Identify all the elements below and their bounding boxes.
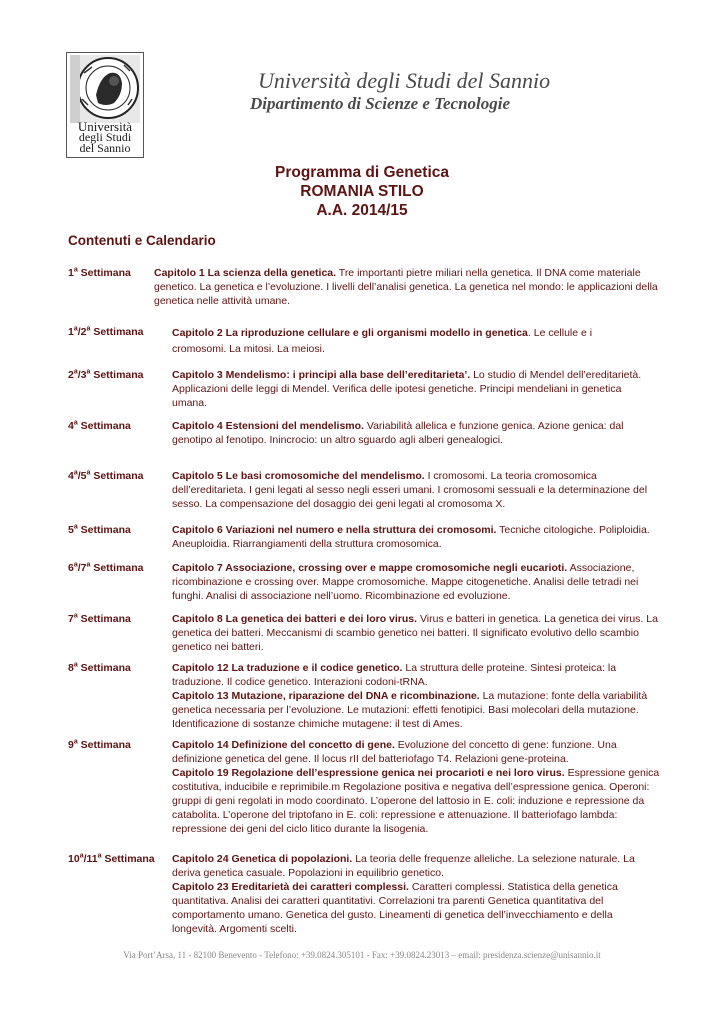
chapter-title: Capitolo 13 Mutazione, riparazione del DNA e ricombinazione. (172, 690, 480, 702)
footer-address: Via Port’Arsa, 11 - 82100 Benevento - Telefono: +39.0824.305101 - Fax: +39.0824.23013 – email: presidenza.scienze@unisannio.it (123, 950, 601, 960)
chapter-text: La teoria delle frequenze alleliche. La selezione naturale. La deriva genetica casuale. Popolazioni in equilibrio genetico. (172, 853, 635, 879)
chapter-title: Capitolo 23 Ereditarietà dei caratteri complessi. (172, 881, 409, 893)
chapter-entry (172, 738, 660, 836)
week-label: 4$^a$ Settimana (68, 419, 131, 432)
week-label: 1$^a$ Settimana (68, 266, 131, 279)
department-title: Dipartimento di Scienze e Tecnologie (250, 94, 511, 113)
week-label: 5$^a$ Settimana (68, 523, 131, 536)
chapter-entry (172, 523, 660, 551)
program-title (0, 163, 724, 220)
program-title-line3: A.A. 2014/15 (316, 202, 408, 219)
university-logo (66, 52, 144, 158)
chapter-entry (172, 469, 660, 511)
logo-text-line3: del Sannio (79, 141, 131, 155)
chapter-title: Capitolo 12 La traduzione e il codice genetico. (172, 662, 403, 674)
chapter-text: Tre importanti pietre miliari nella genetica. Il DNA come materiale genetico. La genetica e l’evoluzione. I livelli dell’analisi genetica. La genetica nel mondo: le applicazioni della genetica nelle attività umane. (154, 267, 658, 307)
chapter-title: Capitolo 8 La genetica dei batteri e dei loro virus. (172, 613, 418, 625)
chapter-text: La struttura delle proteine. Sintesi proteica: la traduzione. Il codice genetico. Interazioni codoni-tRNA. (172, 662, 617, 688)
chapter-title: Capitolo 19 Regolazione dell’espressione genica nei procarioti e nei loro virus. (172, 767, 565, 779)
chapter-title: Capitolo 4 Estensioni del mendelismo. (172, 420, 364, 432)
week-label: 4$^a$/5$^a$ Settimana (68, 469, 144, 482)
chapter-entry (172, 852, 660, 936)
program-title-line1: Programma di Genetica (274, 164, 449, 181)
chapter-text: Variabilità allelica e funzione genica. Azione genica: dal genotipo al fenotipo. Inincrocio: un altro sguardo agli alberi genealogici. (172, 420, 624, 446)
week-label: 1$^a$/2$^a$ Settimana (68, 325, 144, 338)
logo-text-line1: Università (77, 119, 133, 134)
chapter-title: Capitolo 24 Genetica di popolazioni. (172, 853, 353, 865)
university-seal-icon (70, 55, 140, 123)
chapter-entry (172, 561, 660, 603)
university-title: Università degli Studi del Sannio (258, 68, 551, 93)
chapter-entry (172, 419, 660, 447)
chapter-entry (154, 266, 658, 308)
chapter-title: Capitolo 1 La scienza della genetica. (154, 267, 337, 279)
chapter-text: La mutazione: fonte della variabilità genetica necessaria per l’evoluzione. Le mutazioni: effetti fenotipici. Basi molecolari della mutazione. Identificazione di sostanze chimiche mutagene: il test di Ames. (172, 690, 648, 730)
chapter-text: Espressione genica costitutiva, inducibile e reprimibile.m Regolazione positiva e negativa dell’espressione genica. Operoni: gruppi di geni regolati in modo coordinato. L’operone del lattosio in E. coli: induzione e repressione da catabolita. L’operone del triptofano in E. coli: repressione e attenuazione. Il batteriofago lambda: repressione dei geni del ciclo litico durante la lisogenia. (172, 767, 660, 835)
week-label: 6$^a$/7$^a$ Settimana (68, 561, 144, 574)
chapter-title: Capitolo 7 Associazione, crossing over e mappe cromosomiche negli eucarioti. (172, 562, 568, 574)
chapter-text: Associazione, ricombinazione e crossing over. Mappe cromosomiche. Mappe citogenetiche. Analisi delle tetradi nei funghi. Analisi di associazione nell’uomo. Ricombinazione ed evoluzione. (172, 562, 639, 602)
chapter-title: Capitolo 14 Definizione del concetto di gene. (172, 739, 395, 751)
chapter-entry (172, 612, 660, 654)
week-label: 7$^a$ Settimana (68, 612, 131, 625)
chapter-text: Caratteri complessi. Statistica della genetica quantitativa. Analisi dei caratteri quantitativi. Correlazioni tra parenti Genetica quantitativa del comportamento umano. Genetica del gusto. Lineamenti di genetica dell’invecchiamento e della longevità. Argomenti scelti. (172, 881, 618, 935)
chapter-title: Capitolo 3 Mendelismo: i principi alla base dell’ereditarieta’. (172, 369, 471, 381)
chapter-text: Tecniche citologiche. Poliploidia. Aneuploidia. Riarrangiamenti della struttura cromosomica. (172, 524, 650, 550)
chapter-entry (172, 661, 660, 731)
chapter-title: Capitolo 5 Le basi cromosomiche del mendelismo. (172, 470, 425, 482)
week-label: 10$^a$/11$^a$ Settimana (68, 852, 155, 865)
week-label: 8$^a$ Settimana (68, 661, 131, 674)
chapter-text: Lo studio di Mendel dell’ereditarietà. Applicazioni delle leggi di Mendel. Verifica delle ipotesi genetiche. Principi mendeliani in genetica umana. (172, 369, 642, 409)
chapter-text: . Le cellule e i cromosomi. La mitosi. La meiosi. (172, 327, 593, 355)
week-label: 2$^a$/3$^a$ Settimana (68, 368, 144, 381)
chapter-entry (172, 325, 632, 357)
chapter-text: Virus e batteri in genetica. La genetica dei virus. La genetica dei batteri. Meccanismi di scambio genetico nei batteri. Il significato evolutivo dello scambio genetico nei batteri. (172, 613, 658, 653)
chapter-text: Evoluzione del concetto di gene: funzione. Una definizione genetica del gene. Il locus rII del batteriofago T4. Relazioni gene-proteina. (172, 739, 617, 765)
logo-text-line2: degli Studi (78, 130, 132, 144)
chapter-entry (172, 368, 654, 410)
chapter-title: Capitolo 6 Variazioni nel numero e nella struttura dei cromosomi. (172, 524, 497, 536)
week-label: 9$^a$ Settimana (68, 738, 131, 751)
program-title-line2: ROMANIA STILO (300, 183, 424, 200)
section-title: Contenuti e Calendario (68, 233, 216, 248)
chapter-text: I cromosomi. La teoria cromosomica dell’ereditarieta. I geni legati al sesso negli esseri umani. I cromosomi sessuali e la determinazione del sesso. La compensazione del dosaggio dei geni legati al cromosoma X. (172, 470, 648, 510)
chapter-title: Capitolo 2 La riproduzione cellulare e gli organismi modello in genetica (172, 327, 528, 339)
